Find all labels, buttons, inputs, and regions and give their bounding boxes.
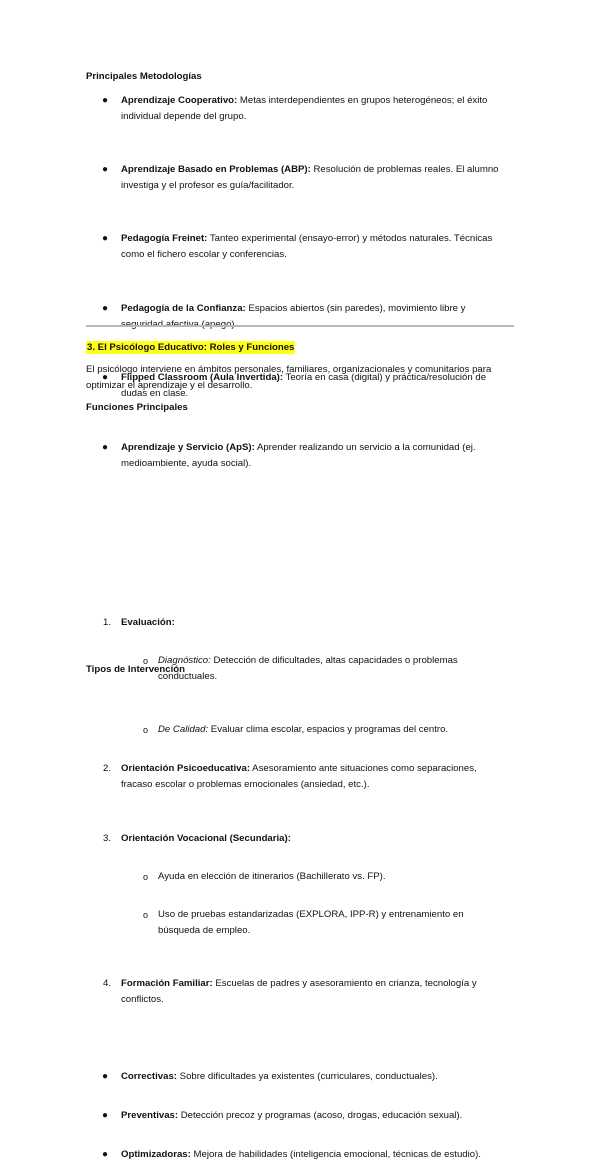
item-number: 1. — [103, 617, 112, 628]
numbered-item — [86, 615, 551, 631]
circle-bullet-icon: o — [143, 910, 149, 920]
sub-text: Detección de dificultades, altas capacidades o problemas — [210, 655, 458, 666]
types-heading: Tipos de Intervención — [86, 664, 185, 675]
item-term: Optimizadoras: — [121, 1149, 191, 1160]
item-text: Aprender realizando un servicio a la comunidad (ej. — [254, 442, 476, 453]
sub-text: Ayuda en elección de itinerarios (Bachillerato vs. FP). — [158, 871, 386, 882]
sub-list-item — [86, 869, 588, 885]
item-text: Asesoramiento ante situaciones como separaciones, — [250, 763, 477, 774]
item-term: Preventivas: — [121, 1110, 179, 1121]
sub-text-cont: búsqueda de empleo. — [158, 925, 251, 936]
item-term: Flipped Classroom (Aula Invertida): — [121, 372, 284, 383]
item-number: 3. — [103, 833, 112, 844]
item-text-cont: medioambiente, ayuda social). — [121, 458, 252, 469]
item-text: Escuelas de padres y asesoramiento en crianza, tecnología y — [212, 978, 477, 989]
item-text-cont: dudas en clase. — [121, 388, 189, 399]
sub-term: De Calidad: — [158, 724, 209, 735]
item-title: Orientación Psicoeducativa: — [121, 763, 251, 774]
item-term: Aprendizaje Cooperativo: — [121, 95, 238, 106]
bullet-icon: ● — [102, 1110, 109, 1121]
item-text-cont: investiga y el profesor es guía/facilitador. — [121, 180, 295, 191]
item-text: Resolución de problemas reales. El alumno — [310, 164, 499, 175]
item-term: Correctivas: — [121, 1071, 177, 1082]
circle-bullet-icon: o — [143, 872, 149, 882]
item-text-cont: fracaso escolar o problemas emocionales (ansiedad, etc.). — [121, 779, 370, 790]
numbered-item — [86, 976, 551, 1008]
list-item — [86, 440, 551, 472]
highlighted-title: 3. El Psicólogo Educativo: Roles y Funciones — [87, 342, 295, 353]
list-item — [86, 1147, 551, 1163]
list-item — [86, 1108, 551, 1124]
item-text: Sobre dificultades ya existentes (curriculares, conductuales). — [177, 1071, 438, 1082]
bullet-icon: ● — [102, 1149, 109, 1160]
item-text: Mejora de habilidades (inteligencia emocional, técnicas de estudio). — [190, 1149, 481, 1160]
list-item — [86, 162, 551, 194]
sub-term: Diagnóstico: — [158, 655, 211, 666]
item-text: Espacios abiertos (sin paredes), movimiento libre y — [245, 303, 466, 314]
item-text: Tanteo experimental (ensayo-error) y métodos naturales. Técnicas — [207, 233, 493, 244]
intro-paragraph — [86, 362, 516, 394]
sub-list-item — [86, 722, 588, 738]
bullet-icon: ● — [102, 95, 109, 106]
sub-text-cont: conductuales. — [158, 671, 218, 682]
sub-text: Evaluar clima escolar, espacios y programas del centro. — [208, 724, 449, 735]
bullet-icon: ● — [102, 164, 109, 175]
circle-bullet-icon: o — [143, 656, 149, 666]
section-title — [86, 340, 516, 356]
item-number: 2. — [103, 763, 112, 774]
circle-bullet-icon: o — [143, 725, 149, 735]
item-text: Detección precoz y programas (acoso, drogas, educación sexual). — [178, 1110, 463, 1121]
numbered-item — [86, 831, 551, 847]
item-text: Teoría en casa (digital) y práctica/resolución de — [283, 372, 487, 383]
bullet-icon: ● — [102, 303, 109, 314]
list-item — [86, 1069, 551, 1085]
methodologies-heading: Principales Metodologías — [86, 71, 202, 82]
list-item — [86, 93, 551, 125]
item-number: 4. — [103, 978, 112, 989]
bullet-icon: ● — [102, 1071, 109, 1082]
item-text-cont: conflictos. — [121, 994, 164, 1005]
item-title: Evaluación: — [121, 617, 175, 628]
item-text-cont: como el fichero escolar y conferencias. — [121, 249, 287, 260]
bullet-icon: ● — [102, 233, 109, 244]
item-text: Metas interdependientes en grupos heterogéneos; el éxito — [237, 95, 488, 106]
item-title: Formación Familiar: — [121, 978, 213, 989]
functions-heading: Funciones Principales — [86, 402, 188, 413]
intro-line: El psicólogo interviene en ámbitos personales, familiares, organizacionales y comunitarios para — [86, 364, 492, 375]
section-divider — [86, 325, 514, 327]
sub-text: Uso de pruebas estandarizadas (EXPLORA, IPP-R) y entrenamiento en — [158, 909, 464, 920]
sub-list-item — [86, 907, 588, 939]
bullet-icon: ● — [102, 442, 109, 453]
numbered-item — [86, 761, 551, 793]
item-term: Aprendizaje y Servicio (ApS): — [121, 442, 255, 453]
item-text-cont: individual depende del grupo. — [121, 111, 247, 122]
item-term: Pedagogía Freinet: — [121, 233, 208, 244]
bullet-icon: ● — [102, 372, 109, 383]
item-title: Orientación Vocacional (Secundaria): — [121, 833, 291, 844]
item-term: Aprendizaje Basado en Problemas (ABP): — [121, 164, 311, 175]
intro-line: optimizar el aprendizaje y el desarrollo. — [86, 380, 253, 391]
list-item — [86, 231, 551, 263]
list-item — [86, 301, 551, 333]
item-term: Pedagogía de la Confianza: — [121, 303, 246, 314]
